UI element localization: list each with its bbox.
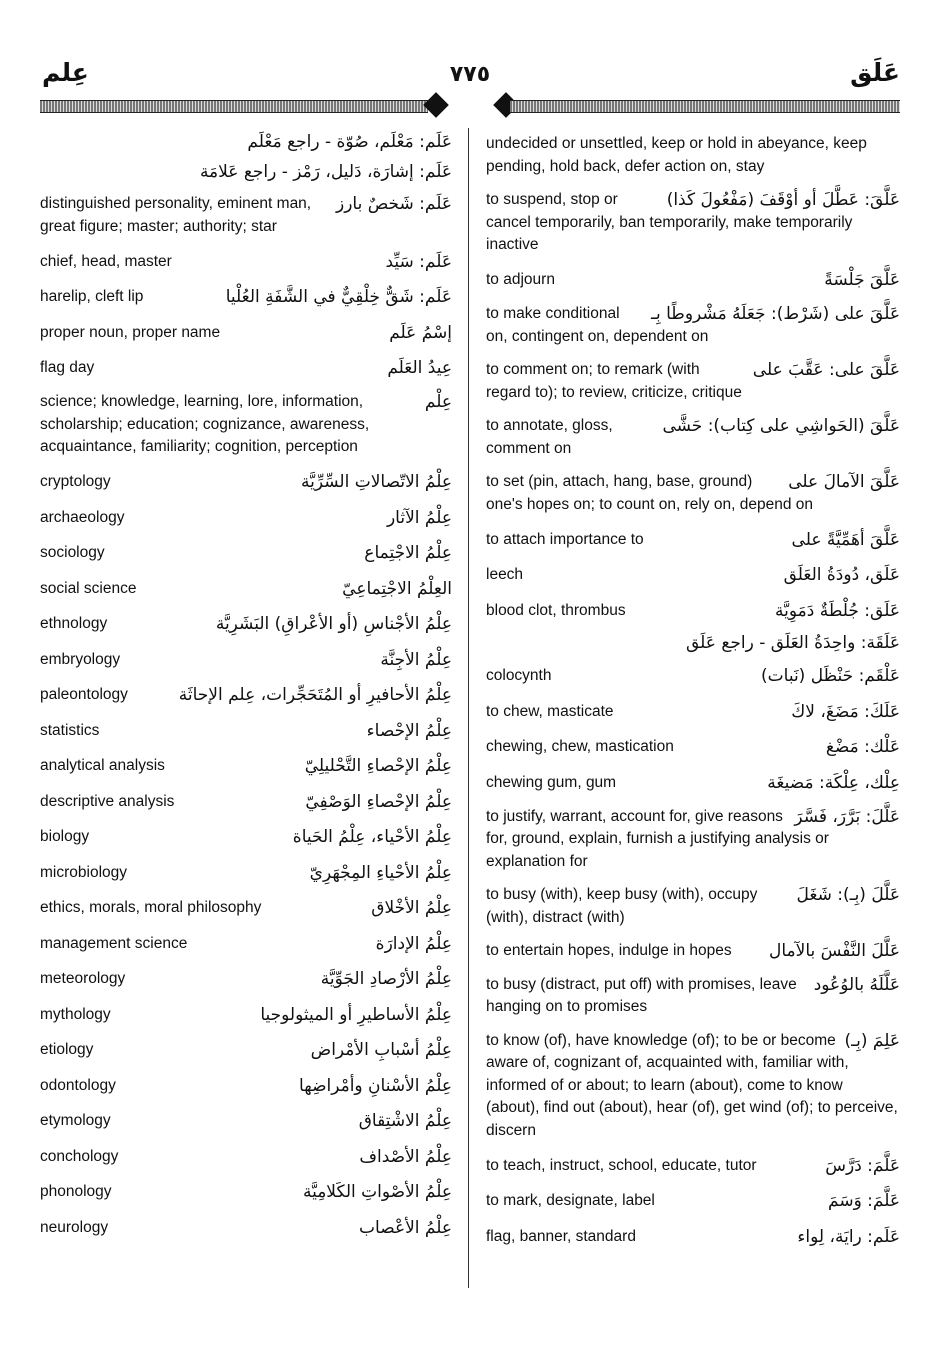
- entry-arabic: عِلْمُ الأجْناسِ (أو الأعْراقِ) البَشَرِيَّة: [215, 614, 452, 635]
- entry-english: social science: [40, 579, 137, 597]
- dictionary-entry: [486, 935, 900, 969]
- entry-english: undecided or unsettled, keep or hold in abeyance, keep pending, hold back, defer action on, stay: [486, 135, 867, 175]
- entry-english: sociology: [40, 544, 105, 561]
- entry-english: to mark, designate, label: [486, 1192, 655, 1209]
- entry-arabic: عَلَق، دُودَةُ العَلَق: [783, 565, 900, 586]
- entry-english: to teach, instruct, school, educate, tutor: [486, 1156, 757, 1174]
- dictionary-entry: [40, 465, 452, 501]
- entry-english: etymology: [40, 1112, 111, 1129]
- dictionary-entry: [40, 351, 452, 387]
- dictionary-entry: [40, 386, 452, 465]
- dictionary-entry: [40, 642, 452, 678]
- entry-english: to set (pin, attach, hang, base, ground) one's hopes on; to count on, rely on, depend on: [486, 473, 813, 513]
- entry-arabic: عَلَّقَ الآمالَ على: [788, 472, 900, 492]
- entry-english: microbiology: [40, 863, 128, 881]
- dictionary-entry: [486, 879, 900, 935]
- entry-english: to busy (distract, put off) with promises, leave hanging on to promises: [486, 975, 797, 1015]
- entry-english: mythology: [40, 1005, 111, 1023]
- entry-arabic: عِلْمُ الإحْصاءِ الوَصْفِيّ: [305, 791, 452, 812]
- entry-english: neurology: [40, 1218, 109, 1236]
- entry-arabic: عَلَّقَ: عَطَّلَ أو أوْقَفَ (مَفْعُولَ كَذا): [666, 190, 900, 210]
- entry-arabic: عَلَّقَ (الحَواشِي على كِتاب): حَشَّى: [662, 416, 900, 436]
- header-guide-word-right: عَلَق: [850, 58, 900, 87]
- entry-arabic: عَلَّلَهُ بالوُعُود: [813, 974, 900, 995]
- header-rule-left: [40, 100, 428, 113]
- header-guide-word-left: عِلم: [42, 58, 89, 87]
- dictionary-entry: [486, 969, 900, 1025]
- entry-english: to suspend, stop or cancel temporarily, ban temporarily, make temporarily inactive: [486, 191, 853, 253]
- entry-english: to chew, masticate: [486, 702, 614, 720]
- entry-arabic: عَلَّلَ (بِـ): شَغَلَ: [796, 885, 900, 905]
- entry-english: chief, head, master: [40, 252, 172, 270]
- dictionary-entry: [40, 1033, 452, 1069]
- entry-arabic: عَلَق: جُلْطَةٌ دَمَوِيَّة: [775, 600, 900, 621]
- dictionary-entry: [40, 1104, 452, 1140]
- entry-arabic: عِلْمُ الأساطيرِ أو الميثولوجيا: [260, 1004, 452, 1025]
- entry-arabic: عِلْمُ الأسْنانِ وأمْراضِها: [299, 1075, 452, 1096]
- dictionary-entry: [40, 1175, 452, 1211]
- dictionary-entry: [40, 784, 452, 820]
- entry-arabic: عِلْمُ الأحافيرِ أو المُتَحَجِّرات، عِلم الإحاثَة: [178, 685, 452, 706]
- entry-english: biology: [40, 828, 90, 845]
- entry-english: etiology: [40, 1041, 94, 1058]
- entry-english: conchology: [40, 1147, 119, 1165]
- entry-english: to make conditional on, contingent on, dependent on: [486, 305, 709, 345]
- header-diamond-ornament-left: [423, 92, 448, 117]
- entry-english: chewing, chew, mastication: [486, 738, 674, 755]
- dictionary-entry: [40, 571, 452, 607]
- page-number: ٧٧٥: [449, 62, 491, 87]
- entry-english: meteorology: [40, 970, 126, 987]
- entry-arabic: عَلَكَ: مَضَغَ، لاكَ: [791, 701, 900, 722]
- entry-arabic: عَلَّلَ: بَرَّرَ، فَسَّرَ: [794, 806, 900, 827]
- entry-arabic: عَلِمَ (بِـ): [844, 1030, 900, 1051]
- entry-arabic: عَلْقَم: حَنْظَل (نَبات): [761, 666, 900, 687]
- dictionary-entry: [486, 1219, 900, 1255]
- entry-arabic: عَلَّمَ: وَسَمَ: [828, 1191, 900, 1212]
- entry-arabic: عِلْمُ الإحْصاء: [366, 720, 452, 741]
- entry-english: to know (of), have knowledge (of); to be or become aware of, cognizant of, acquainted with, familiar with, informed of or about; to learn (about), come to know (about), find out (about), hear (of), get wind (of); to perceive, discern: [486, 1031, 898, 1139]
- dictionary-entry: [40, 607, 452, 643]
- entry-arabic: عَلَّقَ على: عَقَّبَ على: [752, 360, 900, 380]
- dictionary-entry: [486, 184, 900, 263]
- entry-arabic: عَلَّمَ: دَرَّسَ: [825, 1155, 900, 1176]
- dictionary-entry: [486, 765, 900, 801]
- entry-arabic: عَلْك: مَضْغ: [825, 737, 900, 758]
- entry-arabic: عِلْمُ الآثار: [386, 507, 452, 528]
- entry-english: descriptive analysis: [40, 792, 175, 810]
- entry-arabic: عِلْمُ الأخْلاق: [371, 898, 452, 919]
- entry-arabic: عِلْمُ الأجِنَّة: [380, 649, 452, 670]
- entry-arabic: عِلْم: [424, 392, 452, 412]
- entry-arabic: عَلَم: مَعْلَم، صُوّة - راجع مَعْلَم: [247, 132, 452, 152]
- dictionary-entry: [486, 298, 900, 354]
- header-rule-right: [510, 100, 900, 113]
- dictionary-entry: [486, 466, 900, 522]
- dictionary-entry: [40, 749, 452, 785]
- dictionary-entry: [40, 997, 452, 1033]
- entry-english: colocynth: [486, 667, 552, 684]
- dictionary-entry: [40, 536, 452, 572]
- entry-arabic: عَلَم: شَخصٌ بارز: [336, 194, 452, 214]
- entry-english: management science: [40, 934, 188, 952]
- entry-english: phonology: [40, 1183, 112, 1200]
- entry-arabic: عِيدُ العَلَم: [387, 358, 452, 379]
- entry-arabic: عَلَّقَ على (شَرْط): جَعَلَهُ مَشْروطًا بِـ: [651, 304, 900, 324]
- entry-arabic: عِلْمُ الاشْتِقاق: [358, 1111, 452, 1132]
- entry-english: to busy (with), keep busy (with), occupy (with), distract (with): [486, 886, 758, 926]
- dictionary-entry: [486, 522, 900, 558]
- entry-english: distinguished personality, eminent man, great figure; master; authority; star: [40, 195, 312, 235]
- entry-english: archaeology: [40, 508, 125, 526]
- dictionary-entry: [486, 354, 900, 410]
- dictionary-entry: [40, 188, 452, 244]
- entry-arabic: عِلْمُ الأحْياء، عِلْمُ الحَياة: [292, 827, 452, 848]
- entry-arabic: إسْمُ عَلَم: [389, 322, 452, 343]
- entry-english: science; knowledge, learning, lore, information, scholarship; education; cognizance, awareness, acquaintance, familiarity; cognition, perception: [40, 393, 370, 455]
- entry-arabic: عَلَم: سَيِّد: [385, 251, 452, 272]
- dictionary-entry: [486, 629, 900, 659]
- dictionary-entry: [40, 713, 452, 749]
- dictionary-entry-continued: [486, 128, 900, 184]
- entry-english: to annotate, gloss, comment on: [486, 417, 613, 457]
- entry-arabic: عَلَم: إشارَة، دَليل، رَمْز - راجع عَلامَة: [199, 162, 452, 182]
- page-header: [0, 0, 938, 120]
- dictionary-entry: [486, 730, 900, 766]
- entry-english: blood clot, thrombus: [486, 601, 626, 619]
- entry-arabic: عِلْمُ أسْبابِ الأمْراض: [310, 1040, 452, 1061]
- dictionary-entry: [40, 855, 452, 891]
- entry-arabic: عِلْك، عِلْكَة: مَضيغَة: [767, 772, 900, 793]
- dictionary-entry: [486, 593, 900, 629]
- dictionary-entry: [486, 1184, 900, 1220]
- entry-english: to adjourn: [486, 271, 555, 288]
- entry-arabic: عِلْمُ الإحْصاءِ التَّحْليلِيّ: [304, 756, 452, 777]
- entry-english: ethics, morals, moral philosophy: [40, 899, 262, 916]
- dictionary-entry: [486, 1148, 900, 1184]
- entry-english: harelip, cleft lip: [40, 288, 144, 305]
- entry-arabic: عَلَّقَ جَلْسَةً: [824, 270, 900, 291]
- entry-english: ethnology: [40, 615, 108, 632]
- dictionary-entry: [40, 1139, 452, 1175]
- dictionary-entry: [40, 158, 452, 188]
- entry-english: to entertain hopes, indulge in hopes: [486, 942, 732, 959]
- dictionary-entry: [40, 500, 452, 536]
- right-column: [486, 128, 900, 1255]
- entry-english: to justify, warrant, account for, give reasons for, ground, explain, furnish a justifying analysis or explanation for: [486, 807, 829, 870]
- entry-arabic: عَلَّلَ النَّفْسَ بالآمال: [768, 941, 900, 961]
- dictionary-entry: [486, 263, 900, 299]
- entry-english: to comment on; to remark (with regard to); to review, criticize, critique: [486, 361, 742, 401]
- dictionary-entry: [40, 926, 452, 962]
- entry-arabic: عَلَّقَ أهَمِّيَّةً على: [791, 529, 900, 550]
- entry-arabic: عِلْمُ الأعْصاب: [359, 1217, 452, 1238]
- entry-english: statistics: [40, 721, 100, 739]
- entry-english: proper noun, proper name: [40, 323, 221, 341]
- entry-arabic: عِلْمُ الإدارَة: [375, 933, 452, 954]
- entry-english: odontology: [40, 1076, 116, 1094]
- entry-english: paleontology: [40, 686, 128, 703]
- dictionary-entry: [40, 820, 452, 856]
- dictionary-entry: [40, 1068, 452, 1104]
- dictionary-entry: [486, 801, 900, 880]
- dictionary-entry: [40, 244, 452, 280]
- dictionary-entry: [40, 128, 452, 158]
- dictionary-entry: [486, 1025, 900, 1149]
- dictionary-entry: [486, 659, 900, 695]
- dictionary-entry: [40, 280, 452, 316]
- dictionary-entry: [40, 962, 452, 998]
- entry-arabic: عِلْمُ الاتّصالاتِ السِّرِّيَّة: [301, 472, 452, 493]
- dictionary-entry: [486, 558, 900, 594]
- entry-english: chewing gum, gum: [486, 773, 617, 791]
- entry-arabic: عِلْمُ الأحْياءِ المِجْهَرِيّ: [309, 862, 452, 883]
- entry-english: embryology: [40, 650, 121, 668]
- dictionary-entry: [486, 410, 900, 466]
- entry-english: flag day: [40, 359, 95, 376]
- dictionary-entry: [40, 1210, 452, 1246]
- dictionary-entry: [40, 315, 452, 351]
- entry-arabic: عَلَقَة: واحِدَةُ العَلَق - راجع عَلَق: [686, 632, 900, 653]
- entry-arabic: العِلْمُ الاجْتِماعِيّ: [342, 578, 452, 599]
- entry-arabic: عِلْمُ الأصْداف: [359, 1146, 452, 1167]
- entry-english: leech: [486, 566, 524, 583]
- entry-arabic: عَلَم: رايَة، لِواء: [797, 1226, 900, 1247]
- left-column: [40, 128, 452, 1246]
- entry-english: analytical analysis: [40, 757, 165, 774]
- entry-arabic: عِلْمُ الاجْتِماع: [364, 543, 452, 564]
- entry-arabic: عِلْمُ الأصْواتِ الكَلامِيَّة: [302, 1182, 452, 1203]
- entry-english: cryptology: [40, 473, 111, 490]
- dictionary-entry: [486, 694, 900, 730]
- entry-english: to attach importance to: [486, 530, 644, 548]
- entry-english: flag, banner, standard: [486, 1227, 636, 1245]
- dictionary-entry: [40, 891, 452, 927]
- entry-arabic: عَلَم: شَقٌّ خِلْقِيٌّ في الشَّفَةِ العُلْيا: [225, 287, 452, 308]
- column-divider: [468, 128, 469, 1288]
- dictionary-entry: [40, 678, 452, 714]
- entry-arabic: عِلْمُ الأرْصادِ الجَوِّيَّة: [320, 969, 452, 990]
